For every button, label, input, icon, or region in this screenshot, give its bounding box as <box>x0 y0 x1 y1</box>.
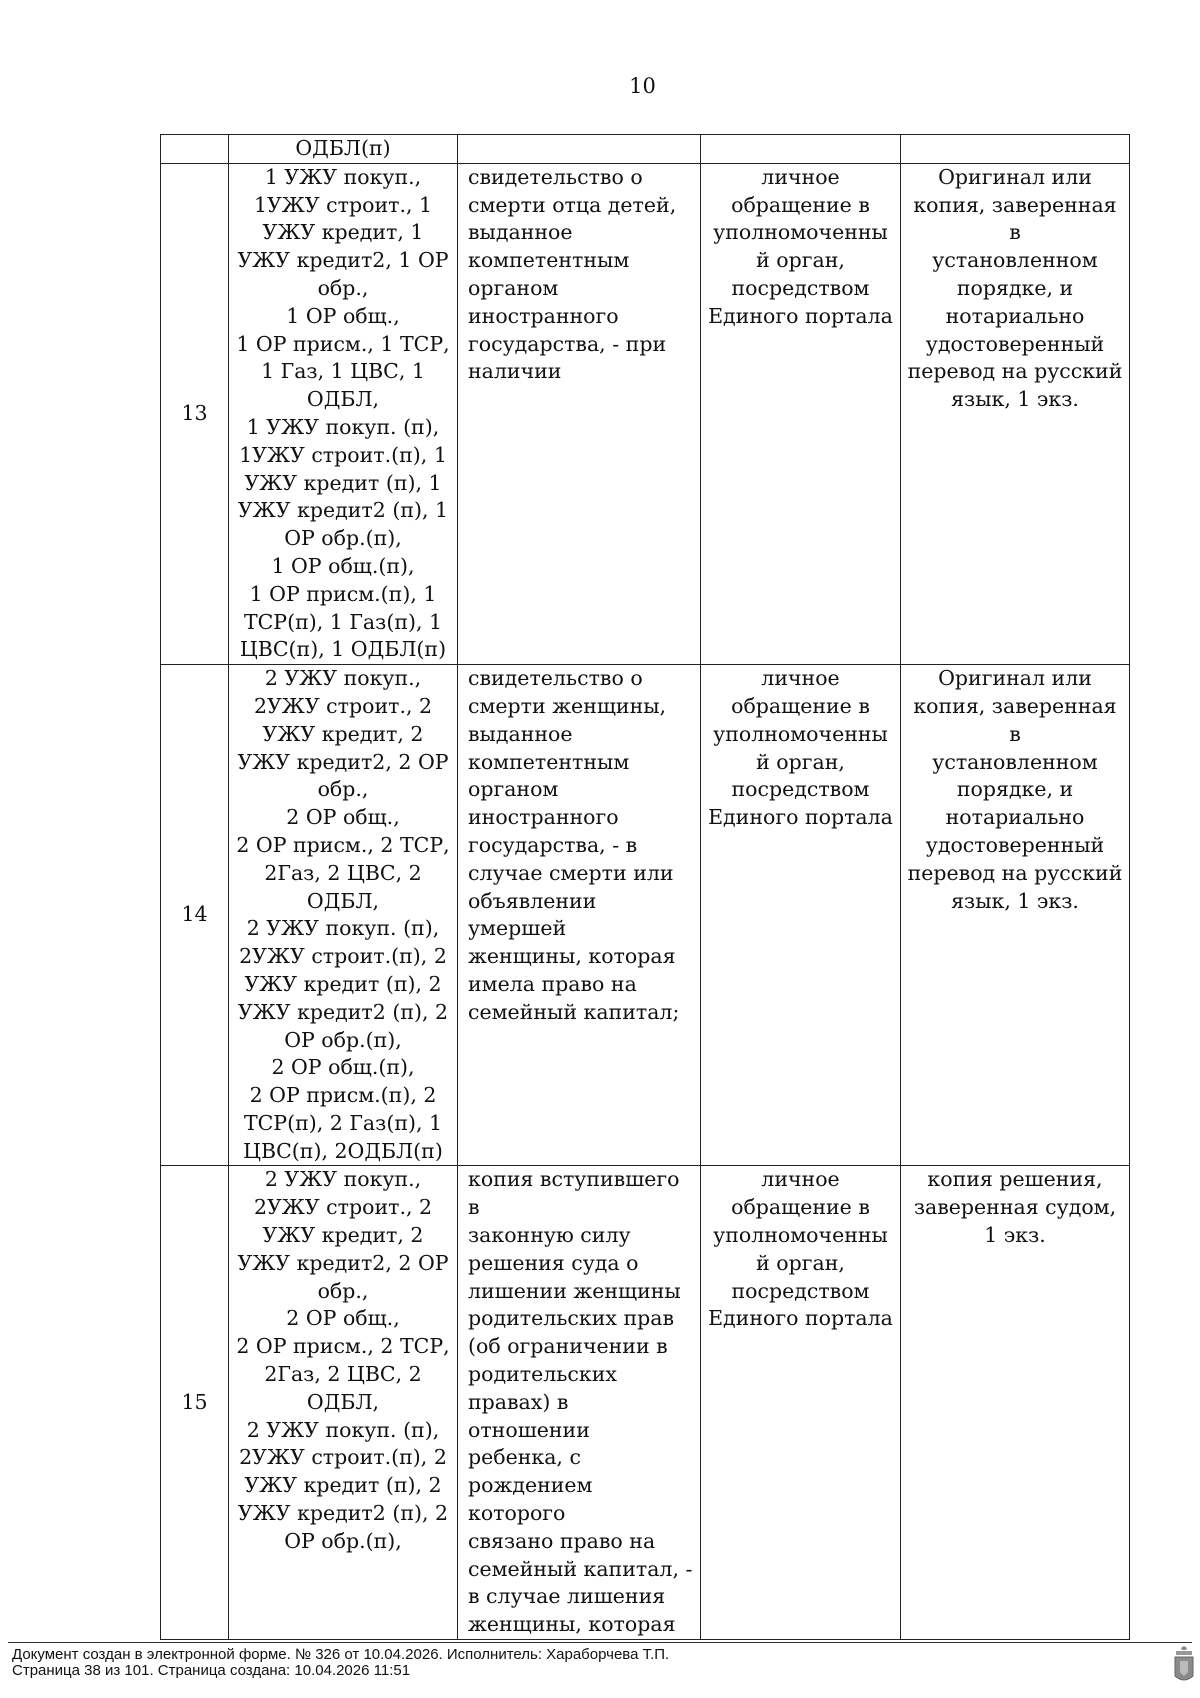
table-row <box>161 1166 1130 1640</box>
documents-table <box>160 134 1130 1640</box>
coat-of-arms-icon <box>1173 1646 1195 1686</box>
service-codes-cell: 2 УЖУ покуп., 2УЖУ строит., 2 УЖУ кредит, 2 УЖУ кредит2, 2 ОР обр., 2 ОР общ., 2 ОР присм., 2 ТСР, 2Газ, 2 ЦВС, 2 ОДБЛ, 2 УЖУ покуп. (п), 2УЖУ строит.(п), 2 УЖУ кредит (п), 2 УЖУ кредит2 (п), 2 ОР обр.(п), 2 ОР общ.(п), 2 ОР присм.(п), 2 ТСР(п), 2 Газ(п), 1 ЦВС(п), 2ОДБЛ(п) <box>229 665 458 1166</box>
row-number-cell <box>161 135 229 164</box>
service-codes-cell: ОДБЛ(п) <box>229 135 458 164</box>
document-footer <box>12 1647 669 1679</box>
table-row <box>161 163 1130 664</box>
document-form-cell: Оригинал или копия, заверенная в установленном порядке, и нотариально удостоверенный перевод на русский язык, 1 экз. <box>901 163 1130 664</box>
document-name-cell: свидетельство о смерти отца детей, выданное компетентным органом иностранного государства, - при наличии <box>458 163 701 664</box>
row-number-cell: 15 <box>161 1166 229 1640</box>
submission-method-cell: личное обращение в уполномоченны й орган, посредством Единого портала <box>701 163 901 664</box>
service-codes-cell: 2 УЖУ покуп., 2УЖУ строит., 2 УЖУ кредит, 2 УЖУ кредит2, 2 ОР обр., 2 ОР общ., 2 ОР присм., 2 ТСР, 2Газ, 2 ЦВС, 2 ОДБЛ, 2 УЖУ покуп. (п), 2УЖУ строит.(п), 2 УЖУ кредит (п), 2 УЖУ кредит2 (п), 2 ОР обр.(п), <box>229 1166 458 1640</box>
submission-method-cell: личное обращение в уполномоченны й орган, посредством Единого портала <box>701 665 901 1166</box>
document-form-cell <box>901 135 1130 164</box>
table-row-continuation <box>161 135 1130 164</box>
row-number-cell: 14 <box>161 665 229 1166</box>
service-codes-cell: 1 УЖУ покуп., 1УЖУ строит., 1 УЖУ кредит, 1 УЖУ кредит2, 1 ОР обр., 1 ОР общ., 1 ОР присм., 1 ТСР, 1 Газ, 1 ЦВС, 1 ОДБЛ, 1 УЖУ покуп. (п), 1УЖУ строит.(п), 1 УЖУ кредит (п), 1 УЖУ кредит2 (п), 1 ОР обр.(п), 1 ОР общ.(п), 1 ОР присм.(п), 1 ТСР(п), 1 Газ(п), 1 ЦВС(п), 1 ОДБЛ(п) <box>229 163 458 664</box>
table-row <box>161 665 1130 1166</box>
footer-document-info: Документ создан в электронной форме. № 326 от 10.04.2026. Исполнитель: Хараборчева Т.П. <box>12 1646 670 1663</box>
footer-page-info: Страница 38 из 101. Страница создана: 10.04.2026 11:51 <box>12 1662 411 1679</box>
document-name-cell <box>458 135 701 164</box>
submission-method-cell <box>701 135 901 164</box>
row-number-cell: 13 <box>161 163 229 664</box>
document-name-cell: копия вступившего в законную силу решения суда о лишении женщины родительских прав (об ограничении в родительских правах) в отношении ребенка, с рождением которого связано право на семейный капитал, - в случае лишения женщины, которая <box>458 1166 701 1640</box>
submission-method-cell: личное обращение в уполномоченны й орган, посредством Единого портала <box>701 1166 901 1640</box>
document-form-cell: копия решения, заверенная судом, 1 экз. <box>901 1166 1130 1640</box>
document-name-cell: свидетельство о смерти женщины, выданное компетентным органом иностранного государства, - в случае смерти или объявлении умершей женщины, которая имела право на семейный капитал; <box>458 665 701 1166</box>
footer-divider <box>8 1642 1192 1643</box>
document-form-cell: Оригинал или копия, заверенная в установленном порядке, и нотариально удостоверенный перевод на русский язык, 1 экз. <box>901 665 1130 1166</box>
page-number: 10 <box>629 74 656 98</box>
